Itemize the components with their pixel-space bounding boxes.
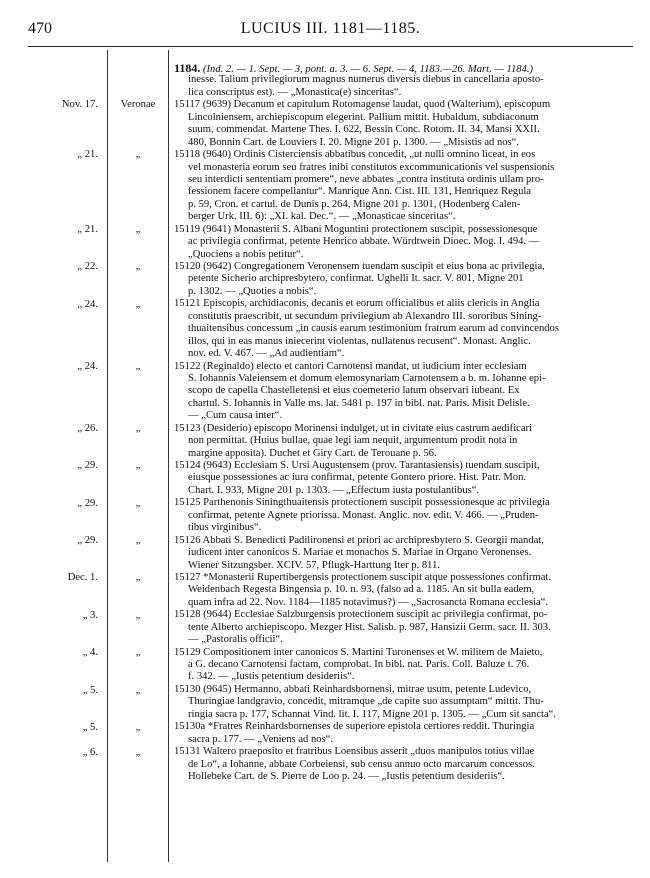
regest-first-line: 15122 (Reginaldo) electo et cantori Carnotensi mandat, ut iudicium inter ecclesiam bbox=[174, 360, 527, 372]
entry-place: Veronae bbox=[120, 99, 156, 111]
entry-place: „ bbox=[135, 609, 141, 621]
entry-place: „ bbox=[135, 423, 141, 435]
regest-line: 480, Bonnin Cart. de Louviers I. 20. Migne 201 p. 1300. — „Misistis ad nos“. bbox=[188, 136, 520, 148]
entry-date: „ 5. bbox=[82, 721, 98, 733]
regest-line: illos, qui in eas manus iniecerint violentas, nullatenus recusent“. Monast. Anglic. bbox=[188, 335, 531, 347]
entry-date: „ 5. bbox=[82, 684, 98, 696]
regest-entry bbox=[174, 99, 637, 149]
entry-date: Nov. 17. bbox=[61, 99, 98, 111]
entry-year-header bbox=[174, 62, 637, 74]
entry-date: „ 21. bbox=[77, 223, 98, 235]
regest-first-line: 15124 (9643) Ecclesiam S. Ursi Augustensem (prov. Tarantasiensis) tuendam suscipit, bbox=[174, 460, 540, 471]
regest-line: p. 1302. — „Quoties a nobis“. bbox=[188, 285, 317, 297]
entry-place: „ bbox=[135, 497, 141, 509]
entry-date: „ 29. bbox=[77, 460, 98, 472]
regest-line: de Lo“, a Iohanne, abbate Corbeiensi, sub censu annuo octo marcarum concessos. bbox=[188, 758, 535, 770]
intro-line: inesse. Talium privilegiorum magnus numerus diversis diebus in cancellaria aposto- bbox=[188, 74, 544, 86]
regest-entry bbox=[174, 684, 637, 721]
regest-line: ringia sacra p. 177, Schannat Vind. lit. I. 117, Migne 201 p. 1305. — „Cum sit sancta“. bbox=[188, 708, 557, 720]
regest-entry bbox=[174, 149, 637, 224]
entry-place: „ bbox=[135, 360, 141, 372]
entry-date: „ 22. bbox=[77, 261, 98, 273]
entry-place: „ bbox=[135, 298, 141, 310]
regest-first-line: 15120 (9642) Congregationem Veronensem tuendam suscipit et eius bona ac privilegia, bbox=[174, 261, 545, 272]
regest-entry bbox=[174, 224, 637, 261]
entry-place: „ bbox=[135, 460, 141, 472]
regest-first-line: 15128 (9644) Ecclesiae Salzburgensis protectionem suscipit ac privilegia confirmat, po- bbox=[174, 609, 548, 621]
regest-line: — „Pastoralis officii“. bbox=[188, 634, 283, 646]
header-rule bbox=[28, 46, 633, 47]
regest-line: Thuringiae landgravio, concedit, mitramque „de capite suo assumptam“ mittit. Thu- bbox=[188, 696, 544, 708]
regest-first-line: 15119 (9641) Monasterii S. Albani Moguntini protectionem suscipit, possessionesque bbox=[174, 223, 538, 235]
regest-line: eiusque possessiones ac iura confirmat, petente Gontero priore. Hist. Patr. Mon. bbox=[188, 472, 527, 484]
regest-first-line: 15118 (9640) Ordinis Cisterciensis abbatibus concedit, „ut nulli omnino liceat, in eos bbox=[174, 149, 536, 161]
regest-line: f. 342. — „Iustis petentium desideriis“. bbox=[188, 671, 355, 683]
regest-line: seu interdicti sententiam promere“, neve abbates „contra instituta ordinis ullam pro- bbox=[188, 173, 544, 185]
entry-place: „ bbox=[135, 684, 141, 696]
entry-place: „ bbox=[135, 647, 141, 659]
page-header bbox=[28, 20, 633, 42]
column-divider-place bbox=[168, 50, 169, 862]
year-info: (Ind. 2. — 1. Sept. — 3, pont. a. 3. — 6. Sept. — 4, 1183.—26. Mart. — 1184.) bbox=[203, 64, 534, 75]
entry-place: „ bbox=[135, 261, 141, 273]
regest-first-line: 15121 Episcopis, archidiaconis, decanis et eorum officialibus et aliis clericis in Anglia bbox=[174, 298, 540, 310]
entry-date: Dec. 1. bbox=[67, 572, 98, 584]
regest-line: petente Sicherio archipresbytero, confirmat. Ughelli It. sacr. V. 801, Migne 201 bbox=[188, 273, 524, 285]
regest-line: a G. decano Carnotensi factam, comprobat. In bibl. nat. Paris. Coll. Baluze t. 76. bbox=[188, 659, 530, 670]
regest-line: constitutis praescribit, ut secundum privilegium ab Alexandro III. sororibus Sining- bbox=[188, 310, 542, 322]
regest-entry bbox=[174, 423, 637, 460]
regest-line: quam infra ad 22. Nov. 1184—1185 notavimus?) — „Sacrosancta Romana ecclesia“. bbox=[188, 596, 549, 608]
regest-line: „Quociens a nobis petitur“. bbox=[188, 248, 304, 260]
intro-line: lica conscriptus est). — „Monastica(e) sinceritas“. bbox=[188, 86, 402, 98]
regest-line: margine apposita). Duchet et Giry Cart. de Terouane p. 56. bbox=[188, 447, 437, 459]
regest-line: tibus virginibus“. bbox=[188, 522, 262, 534]
entry-date: „ 6. bbox=[82, 746, 98, 758]
regest-entry bbox=[174, 572, 637, 609]
entry-place: „ bbox=[135, 223, 141, 235]
entry-date: „ 26. bbox=[77, 423, 98, 435]
regest-line: ac privilegia confirmat, petente Henrico abbate. Würdtwein Dioec. Mog. I. 494. — bbox=[188, 236, 540, 248]
regest-first-line: 15131 Waltero praeposito et fratribus Loensibus asserit „duos manipulos totius villae bbox=[174, 746, 535, 758]
regest-line: confirmat, petente Agnete priorissa. Monast. Anglic. nov. edit. V. 466. — „Pruden- bbox=[188, 509, 539, 521]
regest-first-line: 15117 (9639) Decanum et capitulum Rotomagense laudat, quod (Walterium), episcopum bbox=[174, 99, 551, 111]
regest-line: tente Alberto archiepiscopo. Mezger Hist. Salisb. p. 987, Hansizii Germ. sacr. II. 303. bbox=[188, 621, 551, 633]
entry-date: „ 24. bbox=[77, 298, 98, 310]
regest-line: scopo de capella Chastelletensi et eius coemeterio latum observari iubeant. Ex bbox=[188, 385, 520, 397]
regest-entry bbox=[174, 497, 637, 534]
regest-line: Weidenbach Regesta Bingensia p. 10. n. 93, (falso ad a. 1185. An sit bulla eadem, bbox=[188, 584, 535, 596]
regest-line: Chart. I. 933, Migne 201 p. 1303. — „Effectum iusta postulantibus“. bbox=[188, 484, 480, 496]
regest-line: Wiener Sitzungsber. XCIV. 57, Pflugk-Harttung Iter p. 811. bbox=[188, 559, 441, 571]
regest-line: S. Iohannis Valeiensem et domum elemosynariam Carnotensem a b. m. Iohanne epi- bbox=[188, 372, 546, 384]
regest-first-line: 15130 (9645) Hermanno, abbati Reinhardsbornensi, mitrae usum, petente Ludevico, bbox=[174, 683, 532, 695]
regest-entry bbox=[174, 361, 637, 423]
page-number: 470 bbox=[28, 20, 52, 37]
regest-line: Lincolniensem, archiepiscopum elegerint. Pallium mittit. Hubaldum, subdiaconum bbox=[188, 111, 539, 123]
regest-first-line: 15123 (Desiderio) episcopo Morinensi indulget, ut in civitate eius castrum aedificari bbox=[174, 422, 533, 434]
regest-line: thuaitensibus concessum „in causis earum testimonium fratrum earum ad convincendos bbox=[188, 323, 559, 335]
entry-place: „ bbox=[135, 535, 141, 547]
regest-entry bbox=[174, 460, 637, 497]
regest-entry bbox=[174, 746, 637, 783]
entry-date: „ 21. bbox=[77, 149, 98, 161]
entry-place: „ bbox=[135, 572, 141, 584]
entry-place: „ bbox=[135, 746, 141, 758]
regest-entry bbox=[174, 647, 637, 684]
column-divider-date bbox=[107, 50, 108, 862]
regest-line: suum, commendat. Martene Thes. I. 622, Bessin Conc. Rotom. II. 34, Mansi XXII. bbox=[188, 124, 540, 136]
regest-line: p. 59, Cron. et cartul. de Dunis p. 264, Migne 201 p. 1301, (Hodenberg Calen- bbox=[188, 198, 521, 210]
entry-date: „ 29. bbox=[77, 497, 98, 509]
regest-line: chartul. S. Iohannis in Valle ms. lat. 5481 p. 197 in bibl. nat. Paris. Misit Delisle. bbox=[188, 397, 530, 409]
regest-line: sacra p. 177. — „Veniens ad nos“. bbox=[188, 733, 334, 745]
regest-line: berger Urk. III. 6): „XI. kal. Dec.“. — „Monasticae sinceritas“. bbox=[188, 211, 456, 223]
entry-date: „ 24. bbox=[77, 360, 98, 372]
regest-line: Hollebeke Cart. de S. Pierre de Loo p. 24. — „Iustis petentium desideriis“. bbox=[188, 770, 505, 782]
register-text bbox=[174, 62, 637, 783]
regest-line: nov. ed. V. 467. — „Ad audientiam“. bbox=[188, 348, 345, 360]
regest-first-line: 15125 Parthenonis Siningthuaitensis protectionem suscipit possessionesque ac privilegia bbox=[174, 497, 550, 509]
regest-line: vel monasteria eorum seu fratres inibi constitutos excommunicationis vel suspensionis bbox=[188, 161, 555, 173]
year-number: 1184. bbox=[174, 62, 201, 75]
regest-line: fessionem facere compellantur“. Manrique Ann. Cist. III. 131, Henriquez Regula bbox=[188, 186, 532, 198]
regest-line: — „Cum causa inter“. bbox=[188, 410, 283, 422]
regest-entry bbox=[174, 261, 637, 298]
regest-first-line: 15130a *Fratres Reinhardsbornenses de superiore epistola certiores reddit. Thuringia bbox=[174, 721, 535, 733]
regest-first-line: 15129 Compositionem inter canonicos S. Martini Turonenses et W. militem de Maieto, bbox=[174, 646, 543, 658]
regest-first-line: 15127 *Monasterii Rupertibergensis protectionem suscipit atque possessiones confirmat. bbox=[174, 571, 551, 583]
entry-date: „ 29. bbox=[77, 535, 98, 547]
running-title: LUCIUS III. 1181—1185. bbox=[240, 20, 421, 37]
regest-line: iudicent inter canonicos S. Mariae et monachos S. Mariae in Organo Veronenses. bbox=[188, 547, 532, 559]
entry-place: „ bbox=[135, 721, 141, 733]
entry-date: „ 3. bbox=[82, 609, 98, 621]
regest-first-line: 15126 Abbati S. Benedicti Padilironensi et priori ac archipresbytero S. Georgii mandat, bbox=[174, 534, 544, 546]
regest-line: non permittat. (Huius bullae, quae legi iam nequit, argumentum prodit nota in bbox=[188, 435, 518, 447]
entry-place: „ bbox=[135, 149, 141, 161]
regest-entry bbox=[174, 721, 637, 746]
regest-entry bbox=[174, 298, 637, 360]
regest-entry bbox=[174, 609, 637, 646]
regest-entry bbox=[174, 535, 637, 572]
entry-date: „ 4. bbox=[82, 647, 98, 659]
